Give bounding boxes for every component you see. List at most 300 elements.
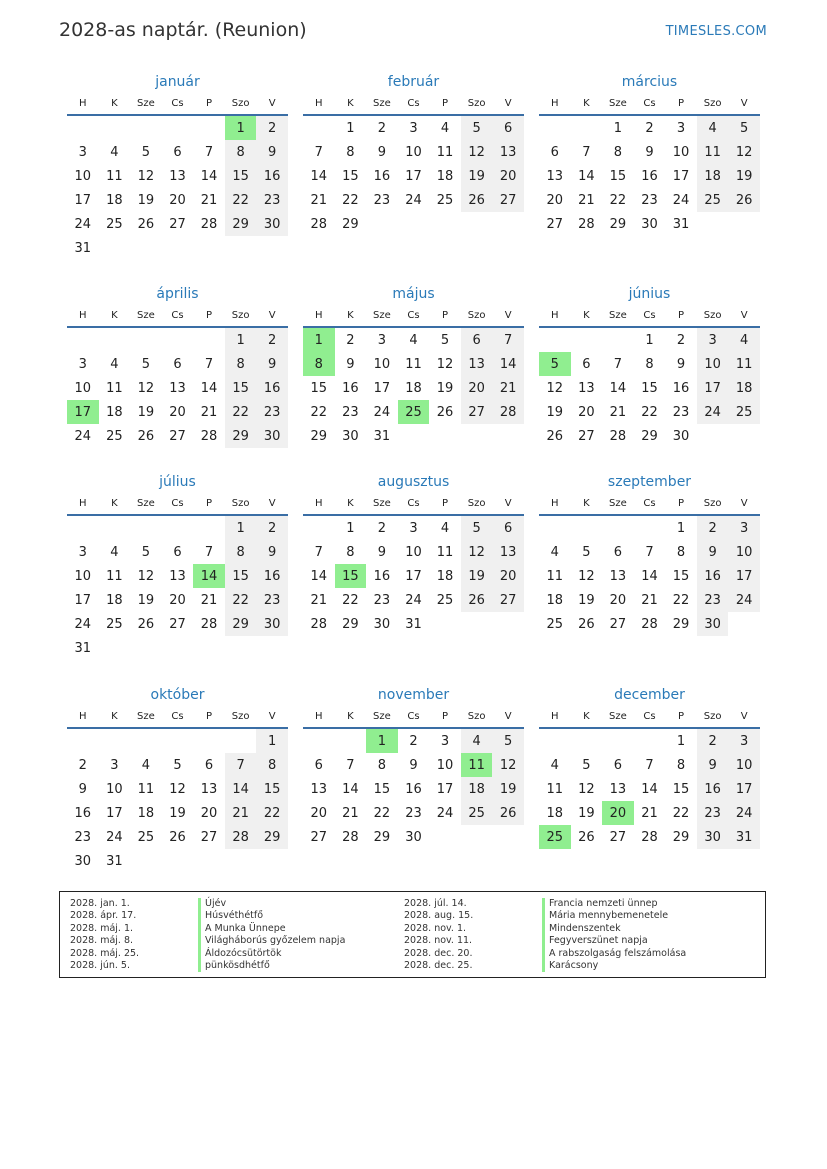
day-cell: 30	[697, 825, 729, 849]
day-cell: 11	[697, 140, 729, 164]
month-table	[303, 92, 524, 236]
day-cell: 28	[609, 428, 627, 444]
empty-cell	[728, 612, 760, 636]
day-cell: 27	[578, 428, 595, 444]
weekday-header: V	[728, 304, 760, 327]
month-1	[67, 72, 288, 260]
weekday-header: K	[571, 492, 603, 515]
day-cell: 12	[436, 356, 454, 372]
empty-cell	[634, 728, 666, 753]
day-cell: 25	[436, 192, 454, 208]
day-cell: 4	[550, 544, 559, 560]
day-cell: 28	[578, 216, 595, 232]
day-cell: 12	[546, 380, 564, 396]
brand-link[interactable]: TIMESLES.COM	[665, 24, 767, 39]
day-cell: 11	[436, 144, 454, 160]
day-cell: 25	[436, 592, 454, 608]
day-cell: 15	[310, 380, 328, 396]
day-cell: 3	[377, 332, 387, 348]
day-cell: 3	[728, 515, 760, 540]
day-cell: 1	[303, 327, 335, 352]
day-cell: 30	[342, 428, 359, 444]
day-cell: 7	[204, 144, 214, 160]
day-cell: 3	[409, 520, 418, 536]
weekday-header: Sze	[366, 92, 398, 115]
day-cell: 20	[602, 801, 634, 825]
day-cell: 1	[225, 327, 257, 352]
day-cell: 9	[78, 781, 87, 797]
day-cell: 18	[546, 805, 564, 821]
weekday-header: P	[429, 304, 461, 327]
day-cell: 9	[256, 140, 288, 164]
day-cell: 21	[200, 592, 218, 608]
day-cell: 28	[225, 825, 257, 849]
day-cell: 10	[436, 757, 454, 773]
day-cell: 18	[405, 380, 422, 396]
day-cell: 31	[106, 853, 123, 869]
day-cell: 27	[310, 829, 328, 845]
day-cell: 24	[405, 192, 422, 208]
day-cell: 24	[106, 829, 123, 845]
day-cell: 17	[405, 568, 422, 584]
empty-cell	[99, 115, 131, 140]
day-cell: 19	[461, 164, 493, 188]
day-cell: 7	[613, 356, 623, 372]
empty-cell	[398, 212, 430, 236]
day-cell: 12	[728, 140, 760, 164]
day-cell: 16	[641, 168, 658, 184]
empty-cell	[225, 849, 257, 873]
day-cell: 15	[641, 380, 658, 396]
holiday-name: Francia nemzeti ünnep	[542, 898, 686, 910]
day-cell: 28	[200, 216, 218, 232]
day-cell: 17	[74, 592, 92, 608]
empty-cell	[130, 515, 162, 540]
day-cell: 14	[310, 568, 328, 584]
day-cell: 29	[225, 612, 257, 636]
day-cell: 29	[641, 428, 658, 444]
day-cell: 17	[436, 781, 454, 797]
holiday-name: pünkösdhétfő	[198, 960, 345, 972]
day-cell: 13	[609, 781, 627, 797]
empty-cell	[539, 728, 571, 753]
weekday-header: K	[99, 92, 131, 115]
day-cell: 3	[697, 327, 729, 352]
day-cell: 17	[74, 192, 92, 208]
empty-cell	[193, 115, 225, 140]
weekday-header: Sze	[366, 304, 398, 327]
day-cell: 12	[578, 568, 595, 584]
day-cell: 26	[578, 616, 595, 632]
day-cell: 8	[346, 544, 355, 560]
day-cell: 19	[461, 564, 493, 588]
weekday-header: Cs	[398, 705, 430, 728]
day-cell: 27	[492, 588, 524, 612]
weekday-header: V	[728, 705, 760, 728]
month-5	[303, 284, 524, 448]
day-cell: 26	[137, 428, 155, 444]
empty-cell	[99, 728, 131, 753]
day-cell: 13	[169, 568, 186, 584]
day-cell: 4	[141, 757, 151, 773]
day-cell: 18	[106, 404, 123, 420]
day-cell: 28	[641, 829, 658, 845]
day-cell: 21	[641, 592, 658, 608]
weekday-header: Sze	[602, 304, 634, 327]
empty-cell	[461, 424, 493, 448]
weekday-header: Szo	[461, 92, 493, 115]
day-cell: 31	[728, 825, 760, 849]
month-table	[303, 492, 524, 636]
day-cell: 19	[492, 777, 524, 801]
day-cell: 6	[314, 757, 323, 773]
weekday-header: Szo	[697, 92, 729, 115]
month-10	[67, 685, 288, 873]
day-cell: 27	[169, 616, 186, 632]
day-cell: 30	[256, 212, 288, 236]
day-cell: 20	[546, 192, 564, 208]
weekday-header: Cs	[162, 304, 194, 327]
empty-cell	[429, 212, 461, 236]
month-table	[303, 304, 524, 448]
day-cell: 3	[728, 728, 760, 753]
day-cell: 26	[436, 404, 454, 420]
day-cell: 29	[342, 616, 359, 632]
day-cell: 8	[225, 352, 257, 376]
weekday-header: K	[335, 705, 367, 728]
weekday-header: Cs	[634, 492, 666, 515]
day-cell: 30	[641, 216, 658, 232]
holiday-date: 2028. dec. 25.	[404, 959, 473, 971]
day-cell: 23	[697, 588, 729, 612]
day-cell: 18	[436, 168, 454, 184]
holiday-name: Fegyverszünet napja	[542, 935, 686, 947]
day-cell: 14	[225, 777, 257, 801]
day-cell: 3	[78, 144, 87, 160]
day-cell: 23	[74, 829, 92, 845]
empty-cell	[728, 424, 760, 448]
month-table	[539, 92, 760, 236]
day-cell: 23	[641, 192, 658, 208]
day-cell: 6	[173, 544, 182, 560]
day-cell: 21	[225, 801, 257, 825]
month-table	[539, 492, 760, 636]
day-cell: 27	[169, 216, 186, 232]
weekday-header: Szo	[697, 705, 729, 728]
weekday-header: H	[67, 492, 99, 515]
day-cell: 7	[225, 753, 257, 777]
day-cell: 15	[373, 781, 391, 797]
month-name: január	[155, 74, 200, 90]
empty-cell	[539, 115, 571, 140]
day-cell: 17	[106, 805, 123, 821]
day-cell: 29	[672, 829, 690, 845]
day-cell: 14	[342, 781, 359, 797]
weekday-header: V	[492, 705, 524, 728]
month-name: február	[387, 74, 440, 90]
day-cell: 12	[492, 753, 524, 777]
day-cell: 14	[641, 781, 658, 797]
day-cell: 16	[256, 164, 288, 188]
month-name: július	[159, 474, 196, 490]
day-cell: 28	[200, 428, 218, 444]
empty-cell	[492, 212, 524, 236]
weekday-header: Cs	[162, 492, 194, 515]
day-cell: 25	[106, 216, 123, 232]
empty-cell	[602, 728, 634, 753]
page-title: 2028-as naptár. (Reunion)	[59, 19, 307, 41]
day-cell: 7	[314, 144, 323, 160]
holiday-date: 2028. nov. 1.	[404, 922, 467, 934]
day-cell: 13	[169, 380, 186, 396]
month-table	[303, 705, 524, 849]
day-cell: 2	[645, 120, 654, 136]
day-cell: 5	[141, 544, 151, 560]
day-cell: 2	[697, 728, 729, 753]
day-cell: 12	[137, 168, 155, 184]
day-cell: 27	[492, 188, 524, 212]
month-table	[67, 92, 288, 260]
day-cell: 25	[106, 428, 123, 444]
empty-cell	[162, 849, 194, 873]
empty-cell	[99, 636, 131, 660]
day-cell: 26	[137, 616, 155, 632]
day-cell: 18	[697, 164, 729, 188]
day-cell: 20	[492, 564, 524, 588]
day-cell: 18	[461, 777, 493, 801]
day-cell: 11	[546, 781, 564, 797]
day-cell: 4	[550, 757, 559, 773]
day-cell: 5	[539, 352, 571, 376]
day-cell: 30	[697, 612, 729, 636]
day-cell: 6	[461, 327, 493, 352]
day-cell: 11	[106, 168, 123, 184]
day-cell: 29	[225, 212, 257, 236]
day-cell: 4	[440, 120, 450, 136]
month-9	[539, 472, 760, 636]
day-cell: 7	[645, 544, 654, 560]
day-cell: 26	[169, 829, 186, 845]
weekday-header: H	[303, 492, 335, 515]
day-cell: 28	[641, 616, 658, 632]
day-cell: 26	[461, 588, 493, 612]
day-cell: 10	[74, 568, 92, 584]
day-cell: 10	[672, 144, 690, 160]
empty-cell	[67, 327, 99, 352]
day-cell: 16	[74, 805, 92, 821]
day-cell: 1	[613, 120, 623, 136]
day-cell: 9	[256, 540, 288, 564]
day-cell: 30	[74, 853, 92, 869]
holiday-name: A Munka Ünnepe	[198, 923, 345, 935]
weekday-header: Sze	[130, 492, 162, 515]
day-cell: 24	[74, 428, 92, 444]
month-3	[539, 72, 760, 236]
empty-cell	[461, 212, 493, 236]
day-cell: 3	[110, 757, 119, 773]
day-cell: 2	[377, 120, 387, 136]
weekday-header: P	[193, 705, 225, 728]
day-cell: 29	[310, 428, 328, 444]
weekday-header: Szo	[225, 492, 257, 515]
empty-cell	[429, 424, 461, 448]
weekday-header: Cs	[398, 304, 430, 327]
day-cell: 13	[609, 568, 627, 584]
day-cell: 8	[645, 356, 654, 372]
day-cell: 31	[405, 616, 422, 632]
day-cell: 22	[225, 400, 257, 424]
day-cell: 29	[256, 825, 288, 849]
holiday-date: 2028. máj. 1.	[70, 922, 134, 934]
empty-cell	[492, 612, 524, 636]
weekday-header: Sze	[130, 92, 162, 115]
holiday-name: Világháborús győzelem napja	[198, 935, 345, 947]
holiday-date: 2028. jan. 1.	[70, 898, 130, 909]
day-cell: 15	[672, 781, 690, 797]
day-cell: 18	[546, 592, 564, 608]
day-cell: 12	[578, 781, 595, 797]
day-cell: 16	[373, 568, 391, 584]
day-cell: 11	[137, 781, 155, 797]
holiday-name: Húsvéthétfő	[198, 910, 345, 922]
empty-cell	[130, 115, 162, 140]
day-cell: 10	[373, 356, 391, 372]
empty-cell	[571, 115, 603, 140]
day-cell: 4	[461, 728, 493, 753]
day-cell: 14	[200, 380, 218, 396]
weekday-header: Sze	[366, 705, 398, 728]
day-cell: 20	[169, 192, 186, 208]
weekday-header: Sze	[366, 492, 398, 515]
month-table	[67, 304, 288, 448]
day-cell: 22	[310, 404, 328, 420]
empty-cell	[225, 728, 257, 753]
day-cell: 13	[546, 168, 564, 184]
weekday-header: P	[193, 304, 225, 327]
day-cell: 23	[342, 404, 359, 420]
day-cell: 8	[225, 540, 257, 564]
day-cell: 15	[225, 564, 257, 588]
day-cell: 9	[697, 753, 729, 777]
day-cell: 16	[342, 380, 359, 396]
day-cell: 6	[492, 115, 524, 140]
holiday-date: 2028. júl. 14.	[404, 898, 467, 909]
day-cell: 19	[436, 380, 454, 396]
day-cell: 2	[697, 515, 729, 540]
day-cell: 17	[67, 400, 99, 424]
empty-cell	[130, 636, 162, 660]
weekday-header: H	[303, 705, 335, 728]
empty-cell	[571, 728, 603, 753]
weekday-header: P	[429, 705, 461, 728]
month-name: június	[628, 286, 671, 302]
day-cell: 24	[74, 616, 92, 632]
day-cell: 8	[377, 757, 387, 773]
day-cell: 27	[609, 829, 627, 845]
day-cell: 22	[609, 192, 627, 208]
day-cell: 5	[492, 728, 524, 753]
day-cell: 18	[728, 376, 760, 400]
weekday-header: V	[492, 304, 524, 327]
day-cell: 29	[609, 216, 627, 232]
weekday-header: V	[256, 705, 288, 728]
empty-cell	[461, 825, 493, 849]
day-cell: 1	[346, 120, 355, 136]
empty-cell	[130, 327, 162, 352]
day-cell: 10	[728, 540, 760, 564]
empty-cell	[492, 825, 524, 849]
day-cell: 3	[78, 544, 87, 560]
day-cell: 31	[74, 640, 92, 656]
day-cell: 26	[728, 188, 760, 212]
day-cell: 20	[609, 592, 627, 608]
day-cell: 3	[409, 120, 418, 136]
day-cell: 7	[582, 144, 591, 160]
empty-cell	[256, 636, 288, 660]
weekday-header: Cs	[398, 492, 430, 515]
empty-cell	[697, 424, 729, 448]
day-cell: 9	[346, 356, 355, 372]
empty-cell	[162, 636, 194, 660]
day-cell: 26	[578, 829, 595, 845]
day-cell: 10	[74, 380, 92, 396]
day-cell: 23	[256, 588, 288, 612]
day-cell: 15	[342, 168, 359, 184]
empty-cell	[571, 515, 603, 540]
day-cell: 9	[645, 144, 654, 160]
day-cell: 13	[310, 781, 328, 797]
day-cell: 9	[377, 544, 387, 560]
day-cell: 8	[613, 144, 623, 160]
day-cell: 28	[310, 616, 328, 632]
weekday-header: V	[728, 92, 760, 115]
day-cell: 28	[342, 829, 359, 845]
day-cell: 6	[173, 356, 182, 372]
day-cell: 13	[492, 540, 524, 564]
day-cell: 14	[310, 168, 328, 184]
day-cell: 11	[106, 380, 123, 396]
day-cell: 21	[200, 404, 218, 420]
day-cell: 14	[200, 168, 218, 184]
month-name: december	[614, 687, 685, 703]
empty-cell	[303, 515, 335, 540]
day-cell: 22	[225, 588, 257, 612]
day-cell: 22	[672, 592, 690, 608]
weekday-header: K	[571, 705, 603, 728]
empty-cell	[303, 115, 335, 140]
day-cell: 25	[461, 801, 493, 825]
day-cell: 22	[373, 805, 391, 821]
day-cell: 5	[582, 757, 591, 773]
weekday-header: H	[303, 92, 335, 115]
holiday-date: 2028. ápr. 17.	[70, 910, 137, 922]
empty-cell	[366, 212, 398, 236]
empty-cell	[429, 825, 461, 849]
weekday-header: Sze	[602, 705, 634, 728]
weekday-header: Sze	[130, 705, 162, 728]
empty-cell	[602, 515, 634, 540]
day-cell: 17	[405, 168, 422, 184]
day-cell: 25	[539, 825, 571, 849]
holiday-name: Mindenszentek	[542, 923, 686, 935]
legend-dates-right	[404, 898, 473, 972]
day-cell: 17	[728, 564, 760, 588]
day-cell: 31	[373, 428, 391, 444]
weekday-header: P	[665, 705, 697, 728]
month-table	[67, 705, 288, 873]
weekday-header: Cs	[162, 92, 194, 115]
day-cell: 20	[200, 805, 218, 821]
